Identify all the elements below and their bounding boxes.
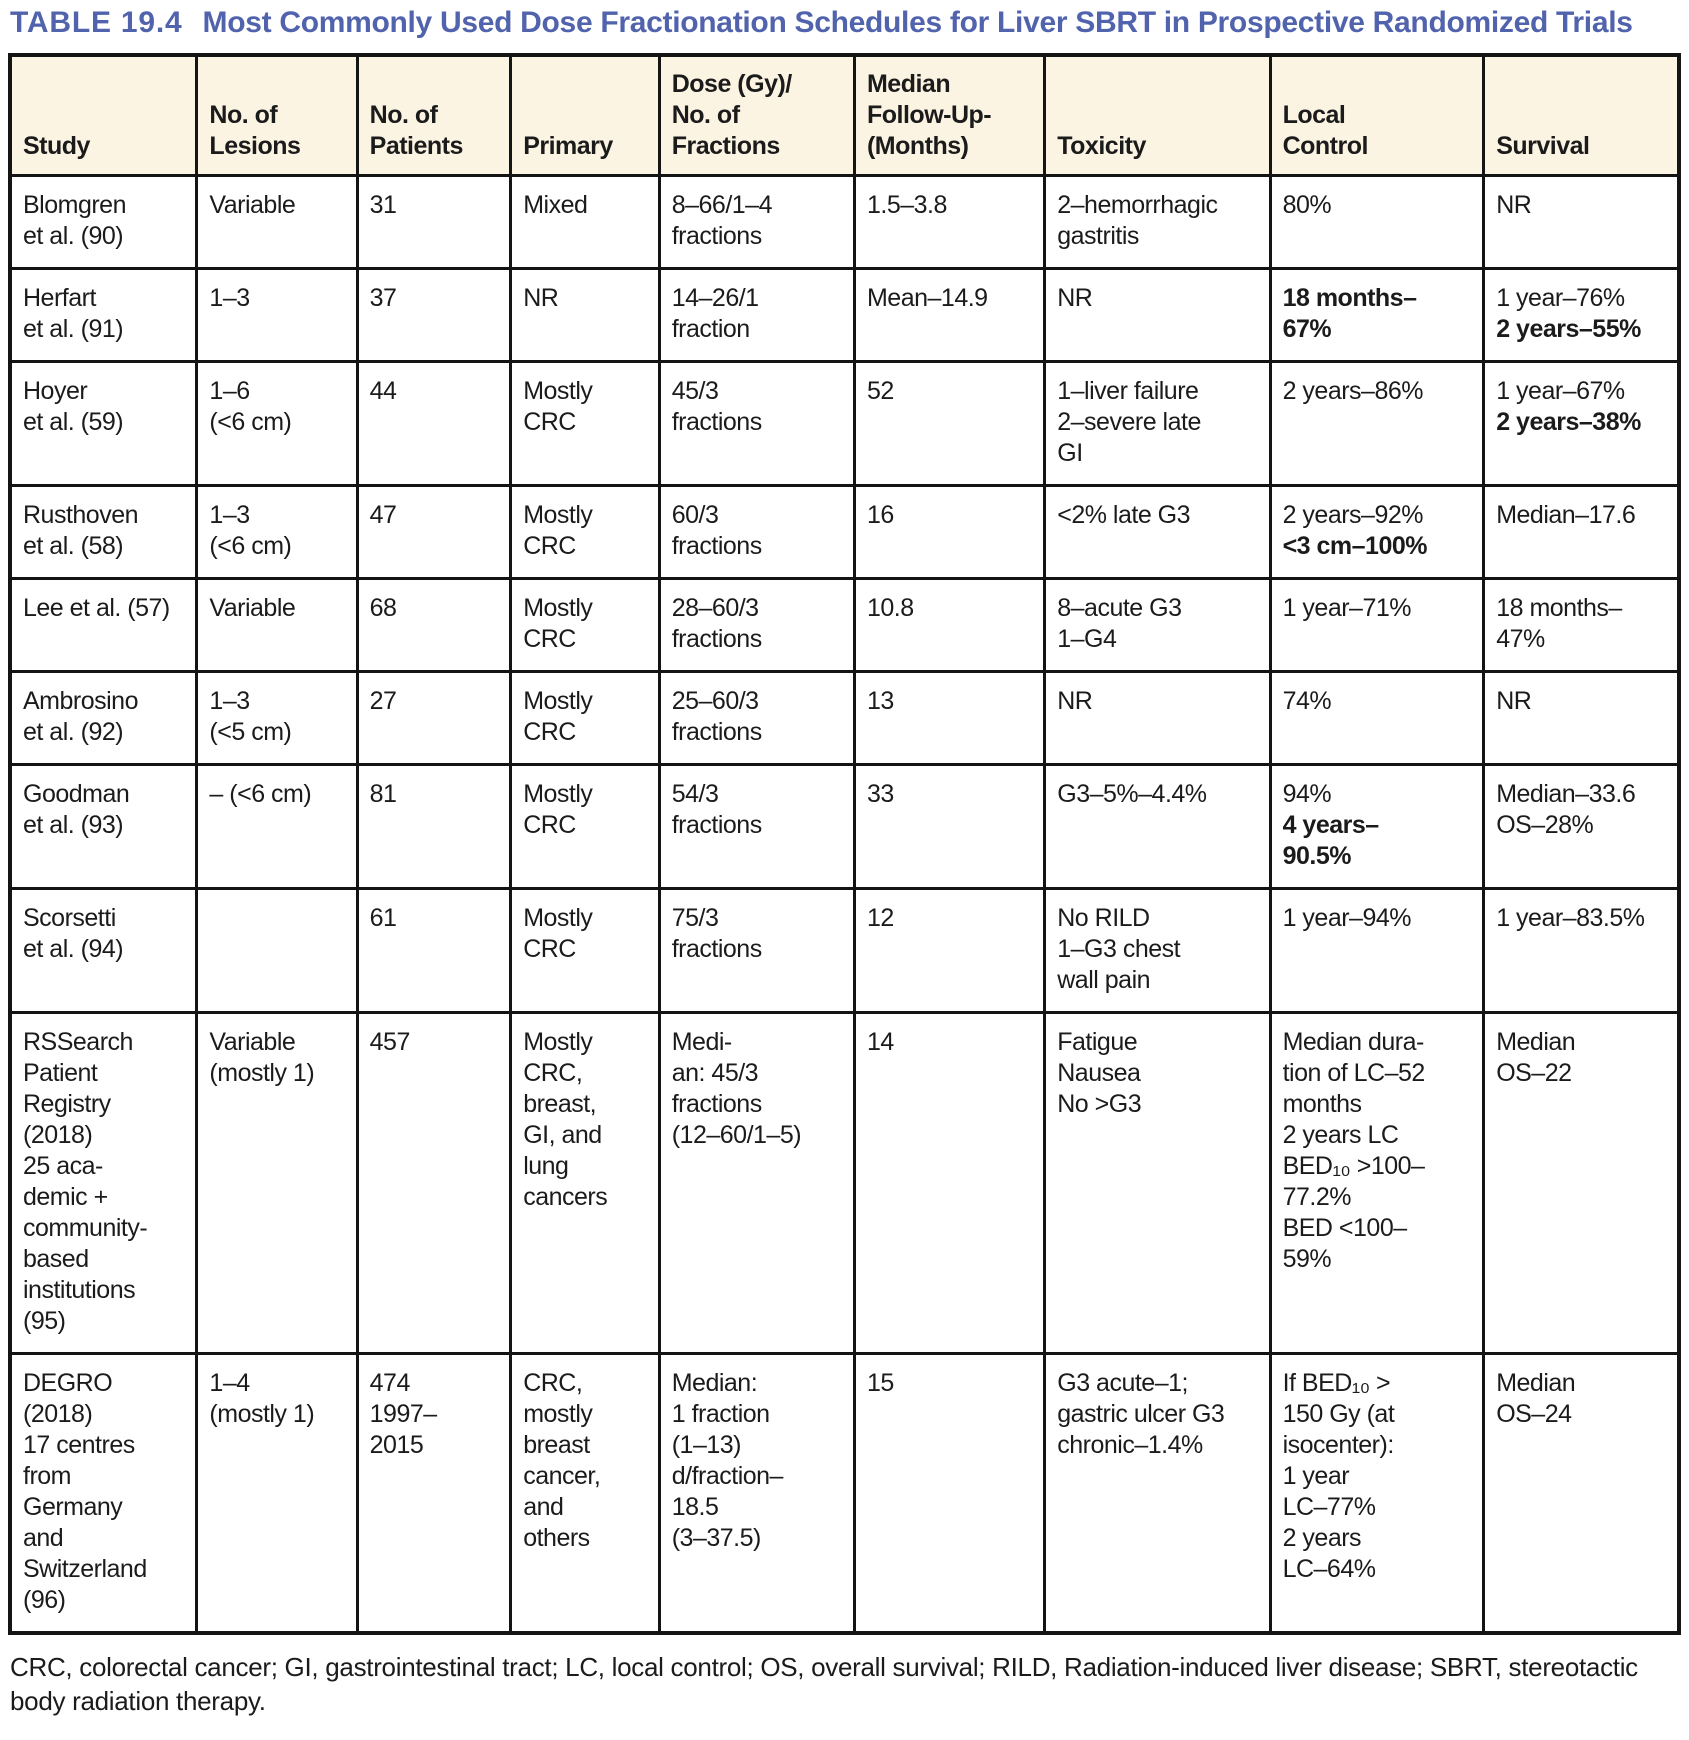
table-cell: 1 year–76% 2 years–55% — [1484, 269, 1679, 362]
table-cell: 94% 4 years– 90.5% — [1270, 765, 1484, 889]
table-cell: Mostly CRC — [511, 889, 660, 1013]
table-cell: 1 year–71% — [1270, 579, 1484, 672]
table-cell: G3–5%–4.4% — [1045, 765, 1270, 889]
table-cell: 80% — [1270, 176, 1484, 269]
table-row — [10, 269, 1679, 362]
table-cell: NR — [511, 269, 660, 362]
table-row — [10, 579, 1679, 672]
table-cell: 1 year–67% 2 years–38% — [1484, 362, 1679, 486]
table-cell: Variable — [197, 176, 357, 269]
table-cell: Hoyer et al. (59) — [10, 362, 197, 486]
table-cell: Median–33.6 OS–28% — [1484, 765, 1679, 889]
table-cell: Rusthoven et al. (58) — [10, 486, 197, 579]
table-cell: CRC, mostly breast cancer, and others — [511, 1354, 660, 1634]
table-cell: 13 — [854, 672, 1044, 765]
column-header: Local Control — [1270, 55, 1484, 176]
column-header: Primary — [511, 55, 660, 176]
table-caption: Most Commonly Used Dose Fractionation Schedules for Liver SBRT in Prospective Randomized Trials — [202, 6, 1633, 39]
table-cell: 61 — [357, 889, 511, 1013]
data-table — [8, 53, 1681, 1635]
table-cell: Ambrosino et al. (92) — [10, 672, 197, 765]
table-cell: Median: 1 fraction (1–13) d/fraction– 18.5 (3–37.5) — [659, 1354, 854, 1634]
table-cell: 52 — [854, 362, 1044, 486]
table-cell: 68 — [357, 579, 511, 672]
table-row — [10, 176, 1679, 269]
table-cell: 16 — [854, 486, 1044, 579]
table-cell: Variable (mostly 1) — [197, 1013, 357, 1354]
table-cell: NR — [1045, 672, 1270, 765]
table-cell: 25–60/3 fractions — [659, 672, 854, 765]
table-cell: Mostly CRC — [511, 486, 660, 579]
table-cell: 8–66/1–4 fractions — [659, 176, 854, 269]
table-row — [10, 765, 1679, 889]
table-cell — [197, 889, 357, 1013]
table-cell: 10.8 — [854, 579, 1044, 672]
table-cell: 14–26/1 fraction — [659, 269, 854, 362]
table-cell: RSSearch Patient Registry (2018) 25 aca- demic + community- based institutions (95) — [10, 1013, 197, 1354]
table-cell: NR — [1484, 672, 1679, 765]
table-cell: Mostly CRC — [511, 765, 660, 889]
table-cell: 8–acute G3 1–G4 — [1045, 579, 1270, 672]
table-cell: 457 — [357, 1013, 511, 1354]
table-cell: NR — [1484, 176, 1679, 269]
table-cell: NR — [1045, 269, 1270, 362]
table-cell: Variable — [197, 579, 357, 672]
table-row — [10, 1354, 1679, 1634]
table-cell: Mostly CRC, breast, GI, and lung cancers — [511, 1013, 660, 1354]
table-cell: Mostly CRC — [511, 579, 660, 672]
table-cell: 2–hemorrhagic gastritis — [1045, 176, 1270, 269]
table-footnote: CRC, colorectal cancer; GI, gastrointestinal tract; LC, local control; OS, overall survival; RILD, Radiation-induced liver disease; SBRT, stereotactic body radiation therapy. — [10, 1652, 1638, 1716]
table-cell: Medi- an: 45/3 fractions (12–60/1–5) — [659, 1013, 854, 1354]
table-cell: Mixed — [511, 176, 660, 269]
table-title — [8, 4, 1681, 53]
table-cell: 60/3 fractions — [659, 486, 854, 579]
table-number: TABLE 19.4 — [10, 6, 183, 39]
table-cell: 33 — [854, 765, 1044, 889]
column-header: No. of Lesions — [197, 55, 357, 176]
table-row — [10, 672, 1679, 765]
table-cell: Lee et al. (57) — [10, 579, 197, 672]
table-cell: Herfart et al. (91) — [10, 269, 197, 362]
table-cell: 27 — [357, 672, 511, 765]
table-cell: – (<6 cm) — [197, 765, 357, 889]
table-cell: 12 — [854, 889, 1044, 1013]
table-cell: 47 — [357, 486, 511, 579]
table-cell: 1–3 (<5 cm) — [197, 672, 357, 765]
header-row — [10, 55, 1679, 176]
table-cell: 31 — [357, 176, 511, 269]
table-cell: Median–17.6 — [1484, 486, 1679, 579]
table-row — [10, 1013, 1679, 1354]
table-cell: No RILD 1–G3 chest wall pain — [1045, 889, 1270, 1013]
table-cell: DEGRO (2018) 17 centres from Germany and Switzerland (96) — [10, 1354, 197, 1634]
table-cell: 2 years–86% — [1270, 362, 1484, 486]
table-row — [10, 362, 1679, 486]
table-cell: 1.5–3.8 — [854, 176, 1044, 269]
table-cell: 2 years–92% <3 cm–100% — [1270, 486, 1484, 579]
table-cell: 18 months– 67% — [1270, 269, 1484, 362]
table-cell: 75/3 fractions — [659, 889, 854, 1013]
table-cell: 1 year–94% — [1270, 889, 1484, 1013]
table-cell: 74% — [1270, 672, 1484, 765]
table-cell: Fatigue Nausea No >G3 — [1045, 1013, 1270, 1354]
column-header: Dose (Gy)/ No. of Fractions — [659, 55, 854, 176]
table-cell: Median dura- tion of LC–52 months 2 years LC BED₁₀ >100– 77.2% BED <100– 59% — [1270, 1013, 1484, 1354]
column-header: Survival — [1484, 55, 1679, 176]
table-cell: Mostly CRC — [511, 362, 660, 486]
column-header: No. of Patients — [357, 55, 511, 176]
table-cell: 1–4 (mostly 1) — [197, 1354, 357, 1634]
table-cell: 44 — [357, 362, 511, 486]
table-cell: 28–60/3 fractions — [659, 579, 854, 672]
table-cell: If BED₁₀ > 150 Gy (at isocenter): 1 year LC–77% 2 years LC–64% — [1270, 1354, 1484, 1634]
table-cell: 54/3 fractions — [659, 765, 854, 889]
table-cell: 14 — [854, 1013, 1044, 1354]
table-cell: 18 months– 47% — [1484, 579, 1679, 672]
column-header: Median Follow-Up- (Months) — [854, 55, 1044, 176]
table-cell: Scorsetti et al. (94) — [10, 889, 197, 1013]
table-cell: Median OS–24 — [1484, 1354, 1679, 1634]
table-cell: 15 — [854, 1354, 1044, 1634]
column-header: Study — [10, 55, 197, 176]
column-header: Toxicity — [1045, 55, 1270, 176]
table-cell: 81 — [357, 765, 511, 889]
table-row — [10, 889, 1679, 1013]
table-body — [10, 176, 1679, 1634]
table-cell: 474 1997– 2015 — [357, 1354, 511, 1634]
table-cell: 37 — [357, 269, 511, 362]
table-cell: Mostly CRC — [511, 672, 660, 765]
table-cell: <2% late G3 — [1045, 486, 1270, 579]
table-cell: Mean–14.9 — [854, 269, 1044, 362]
table-cell: 1–3 (<6 cm) — [197, 486, 357, 579]
table-cell: 1–6 (<6 cm) — [197, 362, 357, 486]
table-cell: Goodman et al. (93) — [10, 765, 197, 889]
table-cell: Median OS–22 — [1484, 1013, 1679, 1354]
table-cell: 1–liver failure 2–severe late GI — [1045, 362, 1270, 486]
table-cell: Blomgren et al. (90) — [10, 176, 197, 269]
table-row — [10, 486, 1679, 579]
table-cell: 1 year–83.5% — [1484, 889, 1679, 1013]
table-cell: 1–3 — [197, 269, 357, 362]
table-cell: 45/3 fractions — [659, 362, 854, 486]
table-cell: G3 acute–1; gastric ulcer G3 chronic–1.4% — [1045, 1354, 1270, 1634]
